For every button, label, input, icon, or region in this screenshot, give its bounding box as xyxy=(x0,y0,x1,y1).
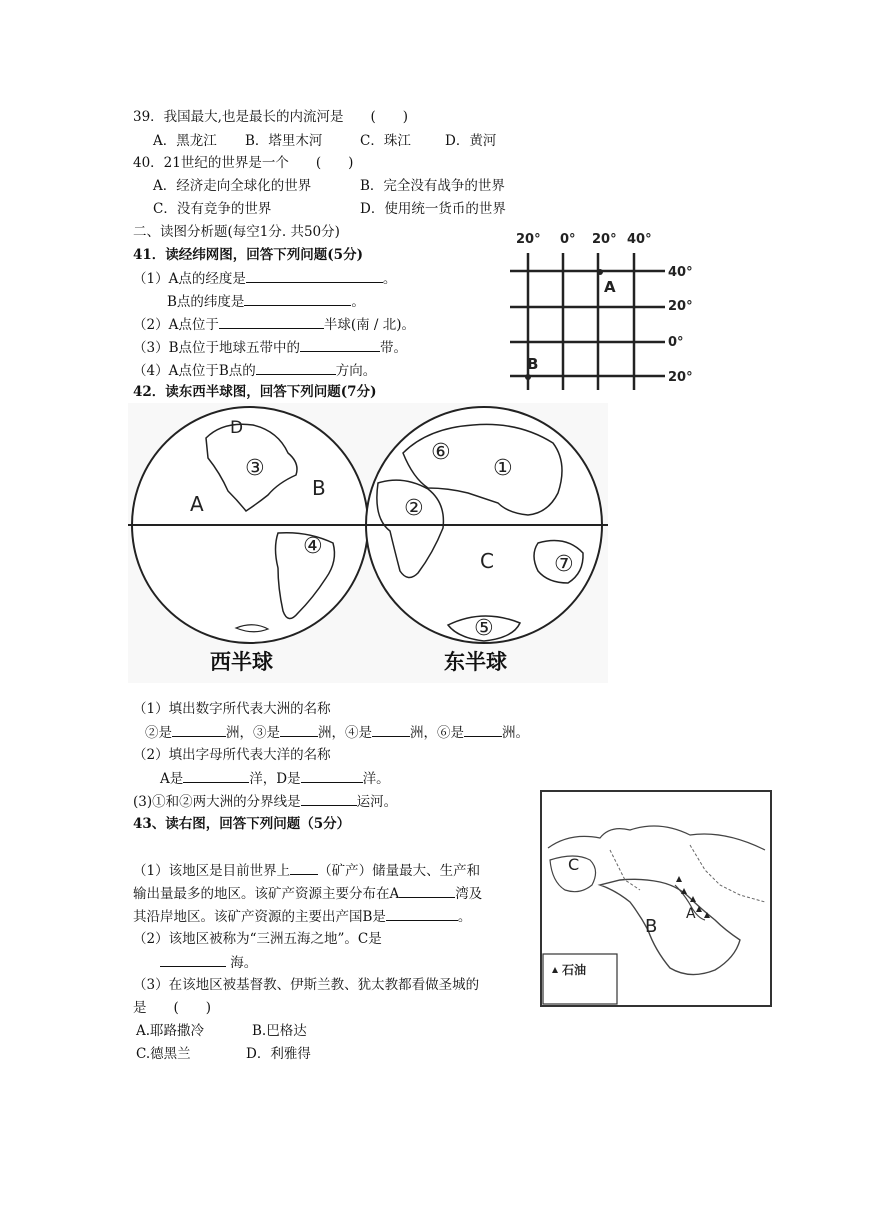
q43-line-7: 是 ( ) xyxy=(133,1000,212,1016)
q40-option-d[interactable]: D．使用统一货币的世界 xyxy=(360,201,506,217)
q42-title: 42．读东西半球图，回答下列问题(7分) xyxy=(133,384,377,400)
eastern-hemisphere-caption: 东半球 xyxy=(444,650,507,674)
q41-line-5: （4）A点位于B点的 方向。 xyxy=(133,363,377,379)
answer-blank[interactable] xyxy=(464,723,502,737)
continent-label-2: ② xyxy=(404,496,424,521)
q39-option-b[interactable]: B．塔里木河 xyxy=(245,133,323,149)
q41-line-4: （3）B点位于地球五带中的 带。 xyxy=(133,340,408,356)
ocean-label-d: D xyxy=(230,418,244,438)
answer-blank[interactable] xyxy=(256,361,336,375)
continent-label-6: ⑥ xyxy=(431,440,451,465)
point-a-label: A xyxy=(604,278,616,296)
q43-line-6: （3）在该地区被基督教、伊斯兰教、犹太教都看做圣城的 xyxy=(133,977,480,993)
section-2-heading: 二、读图分析题(每空1分. 共50分) xyxy=(133,224,340,240)
map-label-a: A xyxy=(686,906,696,922)
ocean-label-a: A xyxy=(190,492,204,516)
q43-line-3: 其沿岸地区。该矿产资源的主要出产国B是 。 xyxy=(133,909,472,925)
answer-blank[interactable] xyxy=(172,723,226,737)
q43-option-d[interactable]: D．利雅得 xyxy=(246,1046,311,1062)
q43-option-a[interactable]: A.耶路撒冷 xyxy=(136,1023,205,1039)
q40-option-b[interactable]: B．完全没有战争的世界 xyxy=(360,178,505,194)
q41-line-2: B点的纬度是 。 xyxy=(167,294,365,310)
ocean-label-b: B xyxy=(312,476,326,500)
q43-option-b[interactable]: B.巴格达 xyxy=(252,1023,307,1039)
longitude-label-20w: 20° xyxy=(516,232,541,247)
q40-stem: 40．21世纪的世界是一个 ( ) xyxy=(133,155,354,171)
q43-option-c[interactable]: C.德黑兰 xyxy=(136,1046,191,1062)
q39-option-d[interactable]: D．黄河 xyxy=(445,133,497,149)
q41-title: 41．读经纬网图，回答下列问题(5分) xyxy=(133,247,363,263)
answer-blank[interactable] xyxy=(244,292,351,306)
point-b-label: B xyxy=(527,355,539,373)
latitude-label-20: 20° xyxy=(668,299,693,314)
q43-line-5: 海。 xyxy=(160,953,257,972)
map-label-b: B xyxy=(645,916,658,937)
continent-label-7: ⑦ xyxy=(554,552,574,577)
q42-sub-2: （2）填出字母所代表大洋的名称 xyxy=(133,747,331,763)
answer-blank[interactable] xyxy=(290,861,318,875)
point-b-marker xyxy=(525,374,531,380)
answer-blank[interactable] xyxy=(160,953,226,967)
continent-label-5: ⑤ xyxy=(474,616,494,641)
q42-sub-2-answers: A是 洋，D是 洋。 xyxy=(160,771,390,787)
q39-stem: 39．我国最大,也是最长的内流河是 ( ) xyxy=(133,109,409,125)
q42-sub-1: （1）填出数字所代表大洲的名称 xyxy=(133,701,331,717)
graticule-diagram xyxy=(500,225,700,395)
answer-blank[interactable] xyxy=(301,792,357,806)
answer-blank[interactable] xyxy=(372,723,410,737)
q42-sub-1-answers: ②是 洲，③是 洲，④是 洲，⑥是 洲。 xyxy=(145,725,529,741)
point-a-marker xyxy=(597,269,603,275)
answer-blank[interactable] xyxy=(219,315,324,329)
middle-east-map xyxy=(540,790,772,1008)
q43-line-2: 输出量最多的地区。该矿产资源主要分布在A 湾及 xyxy=(133,886,483,902)
answer-blank[interactable] xyxy=(301,769,363,783)
q41-line-3: （2）A点位于 半球(南 / 北)。 xyxy=(133,317,416,333)
q42-sub-3: (3)①和②两大洲的分界线是 运河。 xyxy=(133,794,398,810)
oil-legend-label: 石油 xyxy=(562,963,587,977)
western-hemisphere-caption: 西半球 xyxy=(210,650,273,674)
latitude-label-40: 40° xyxy=(668,265,693,280)
map-legend-box xyxy=(543,954,617,1004)
answer-blank[interactable] xyxy=(386,907,458,921)
continent-label-1: ① xyxy=(493,456,513,481)
answer-blank[interactable] xyxy=(300,338,380,352)
map-label-c: C xyxy=(568,855,580,874)
latitude-label-0: 0° xyxy=(668,335,684,350)
q41-line-1: （1）A点的经度是 。 xyxy=(133,271,397,287)
q43-line-4: （2）该地区被称为“三洲五海之地”。C是 xyxy=(133,931,382,947)
longitude-label-20e: 20° xyxy=(592,232,617,247)
q39-option-a[interactable]: A．黑龙江 xyxy=(153,133,217,149)
longitude-label-0: 0° xyxy=(560,232,576,247)
answer-blank[interactable] xyxy=(246,269,383,283)
ocean-label-c: C xyxy=(480,549,494,573)
continent-label-4: ④ xyxy=(303,534,323,559)
answer-blank[interactable] xyxy=(399,884,455,898)
q40-option-c[interactable]: C．没有竞争的世界 xyxy=(153,201,272,217)
continent-label-3: ③ xyxy=(245,456,265,481)
answer-blank[interactable] xyxy=(183,769,249,783)
hemispheres-map xyxy=(128,403,608,683)
q43-line-1: （1）该地区是目前世界上 （矿产）储量最大、生产和 xyxy=(133,863,481,879)
latitude-label-20s: 20° xyxy=(668,370,693,385)
longitude-label-40e: 40° xyxy=(627,232,652,247)
q43-title: 43、读右图，回答下列问题（5分） xyxy=(133,816,351,832)
answer-blank[interactable] xyxy=(280,723,318,737)
q40-option-a[interactable]: A．经济走向全球化的世界 xyxy=(153,178,312,194)
q39-option-c[interactable]: C．珠江 xyxy=(360,133,411,149)
